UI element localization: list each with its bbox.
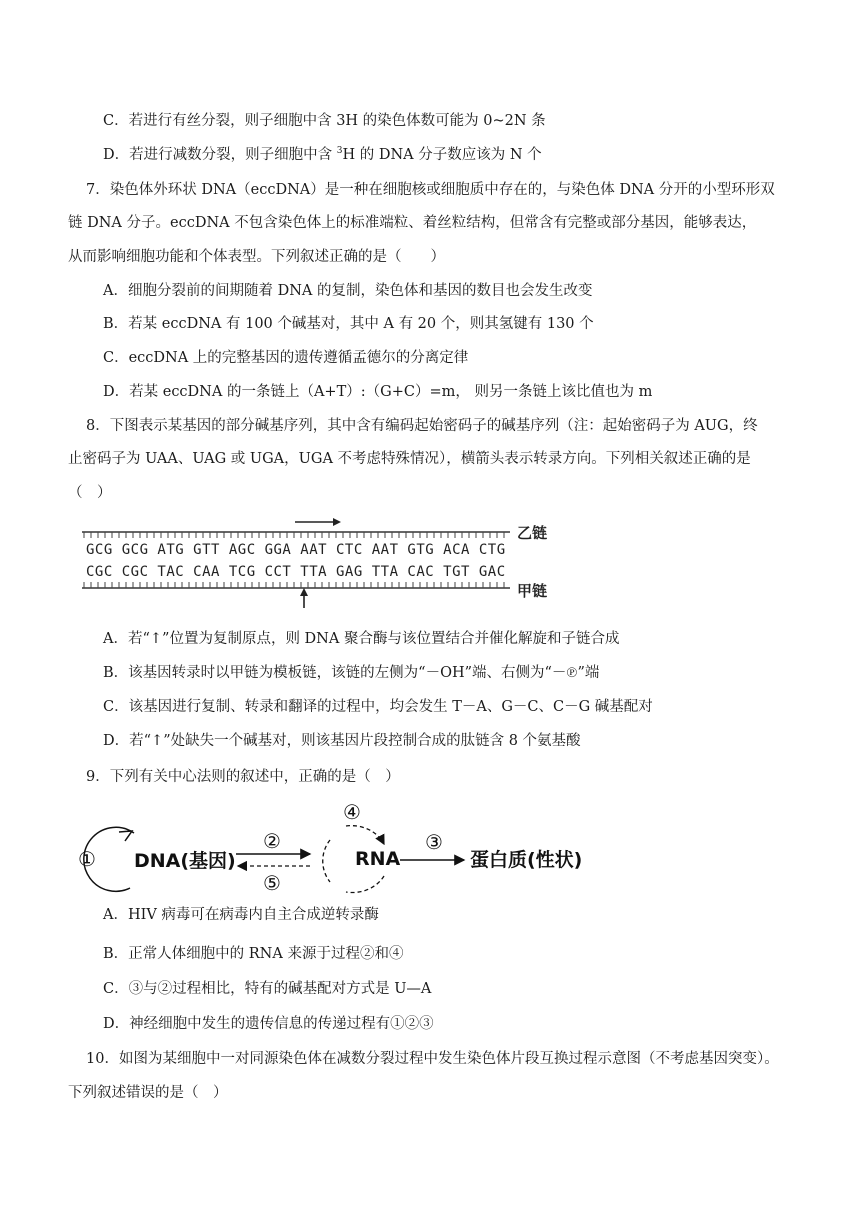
dna-gene-label: DNA(基因): [134, 850, 236, 872]
q9-option-b: B．正常人体细胞中的 RNA 来源于过程②和④: [103, 946, 404, 962]
q9-option-c: C．③与②过程相比，特有的碱基配对方式是 U—A: [103, 981, 432, 997]
q8-option-b: B．该基因转录时以甲链为模板链，该链的左侧为“－OH”端、右侧为“－℗”端: [103, 665, 600, 681]
process-3-label: ③: [425, 830, 443, 854]
process-4-label: ④: [343, 800, 361, 824]
q9-option-d: D．神经细胞中发生的遗传信息的传递过程有①②③: [103, 1016, 434, 1032]
q9-stem: 9．下列有关中心法则的叙述中，正确的是（ ）: [86, 769, 400, 785]
q6-option-c: C．若进行有丝分裂，则子细胞中含 3H 的染色体数可能为 0~2N 条: [103, 113, 546, 129]
bottom-strand-sequence: CGC CGC TAC CAA TCG CCT TTA GAG TTA CAC TGT GAC: [86, 564, 506, 580]
q10-stem-line-2: 下列叙述错误的是（ ）: [68, 1085, 228, 1101]
rna-replication-loop-left: [323, 840, 330, 882]
transcription-arrowhead: [333, 518, 341, 526]
q7-stem-line-3: 从而影响细胞功能和个体表型。下列叙述正确的是（ ）: [68, 249, 445, 265]
q8-stem-line-2: 止密码子为 UAA、UAG 或 UGA，UGA 不考虑特殊情况），横箭头表示转录方向。下列相关叙述正确的是: [68, 451, 751, 467]
process-1-label: ①: [78, 847, 96, 871]
q10-stem-line-1: 10．如图为某细胞中一对同源染色体在减数分裂过程中发生染色体片段互换过程示意图（不考虑基因突变）。: [86, 1051, 779, 1067]
q7-stem-line-1: 7．染色体外环状 DNA（eccDNA）是一种在细胞核或细胞质中存在的，与染色体 DNA 分开的小型环形双: [86, 182, 775, 198]
q7-option-a: A．细胞分裂前的间期随着 DNA 的复制，染色体和基因的数目也会发生改变: [103, 283, 593, 299]
bottom-strand-label: 甲链: [517, 582, 548, 600]
process-2-label: ②: [263, 829, 281, 853]
q9-central-dogma-figure: [78, 798, 598, 898]
q7-option-d: D．若某 eccDNA 的一条链上（A+T）:（G+C）=m， 则另一条链上该比值也为 m: [103, 384, 653, 400]
process-5-label: ⑤: [263, 871, 281, 895]
q6-option-d-text-post: H 的 DNA 分子数应该为 N 个: [342, 147, 542, 163]
q8-option-d: D．若“↑”处缺失一个碱基对，则该基因片段控制合成的肽链含 8 个氨基酸: [103, 733, 581, 749]
rna-replication-loop-top: [346, 826, 384, 844]
q7-option-b: B．若某 eccDNA 有 100 个碱基对，其中 A 有 20 个，则其氢键有 130 个: [103, 316, 594, 332]
q6-option-d-text-pre: D．若进行减数分裂，则子细胞中含: [103, 147, 337, 163]
q6-option-d-superscript: 3: [336, 146, 343, 157]
mutation-site-arrowhead: [300, 588, 308, 596]
q7-stem-line-2: 链 DNA 分子。eccDNA 不包含染色体上的标准端粒、着丝粒结构，但常含有完整或部分基因，能够表达，: [68, 215, 757, 231]
protein-trait-label: 蛋白质(性状): [470, 849, 583, 871]
q6-option-d: [103, 145, 542, 165]
replication-loop-arrowhead: [119, 831, 132, 841]
rna-label: RNA: [355, 848, 401, 870]
q8-dna-figure: [80, 510, 580, 610]
q9-central-dogma-svg: [78, 798, 598, 898]
q9-option-a: A．HIV 病毒可在病毒内自主合成逆转录酶: [103, 907, 379, 923]
top-strand-sequence: GCG GCG ATG GTT AGC GGA AAT CTC AAT GTG ACA CTG: [86, 542, 506, 558]
q8-stem-line-1: 8．下图表示某基因的部分碱基序列，其中含有编码起始密码子的碱基序列（注：起始密码子为 AUG，终: [86, 418, 758, 434]
q7-option-c: C．eccDNA 上的完整基因的遗传遵循孟德尔的分离定律: [103, 350, 469, 366]
top-strand-label: 乙链: [517, 524, 548, 542]
q8-option-a: A．若“↑”位置为复制原点，则 DNA 聚合酶与该位置结合并催化解旋和子链合成: [103, 631, 620, 647]
bottom-strand-ticks: [84, 582, 504, 588]
top-strand-ticks: [84, 532, 504, 538]
rna-replication-loop-bottom: [346, 876, 384, 893]
q8-option-c: C．该基因进行复制、转录和翻译的过程中，均会发生 T－A、G－C、C－G 碱基配对: [103, 699, 653, 715]
q8-dna-svg: [80, 510, 580, 610]
q8-stem-line-3: （ ）: [68, 485, 112, 501]
